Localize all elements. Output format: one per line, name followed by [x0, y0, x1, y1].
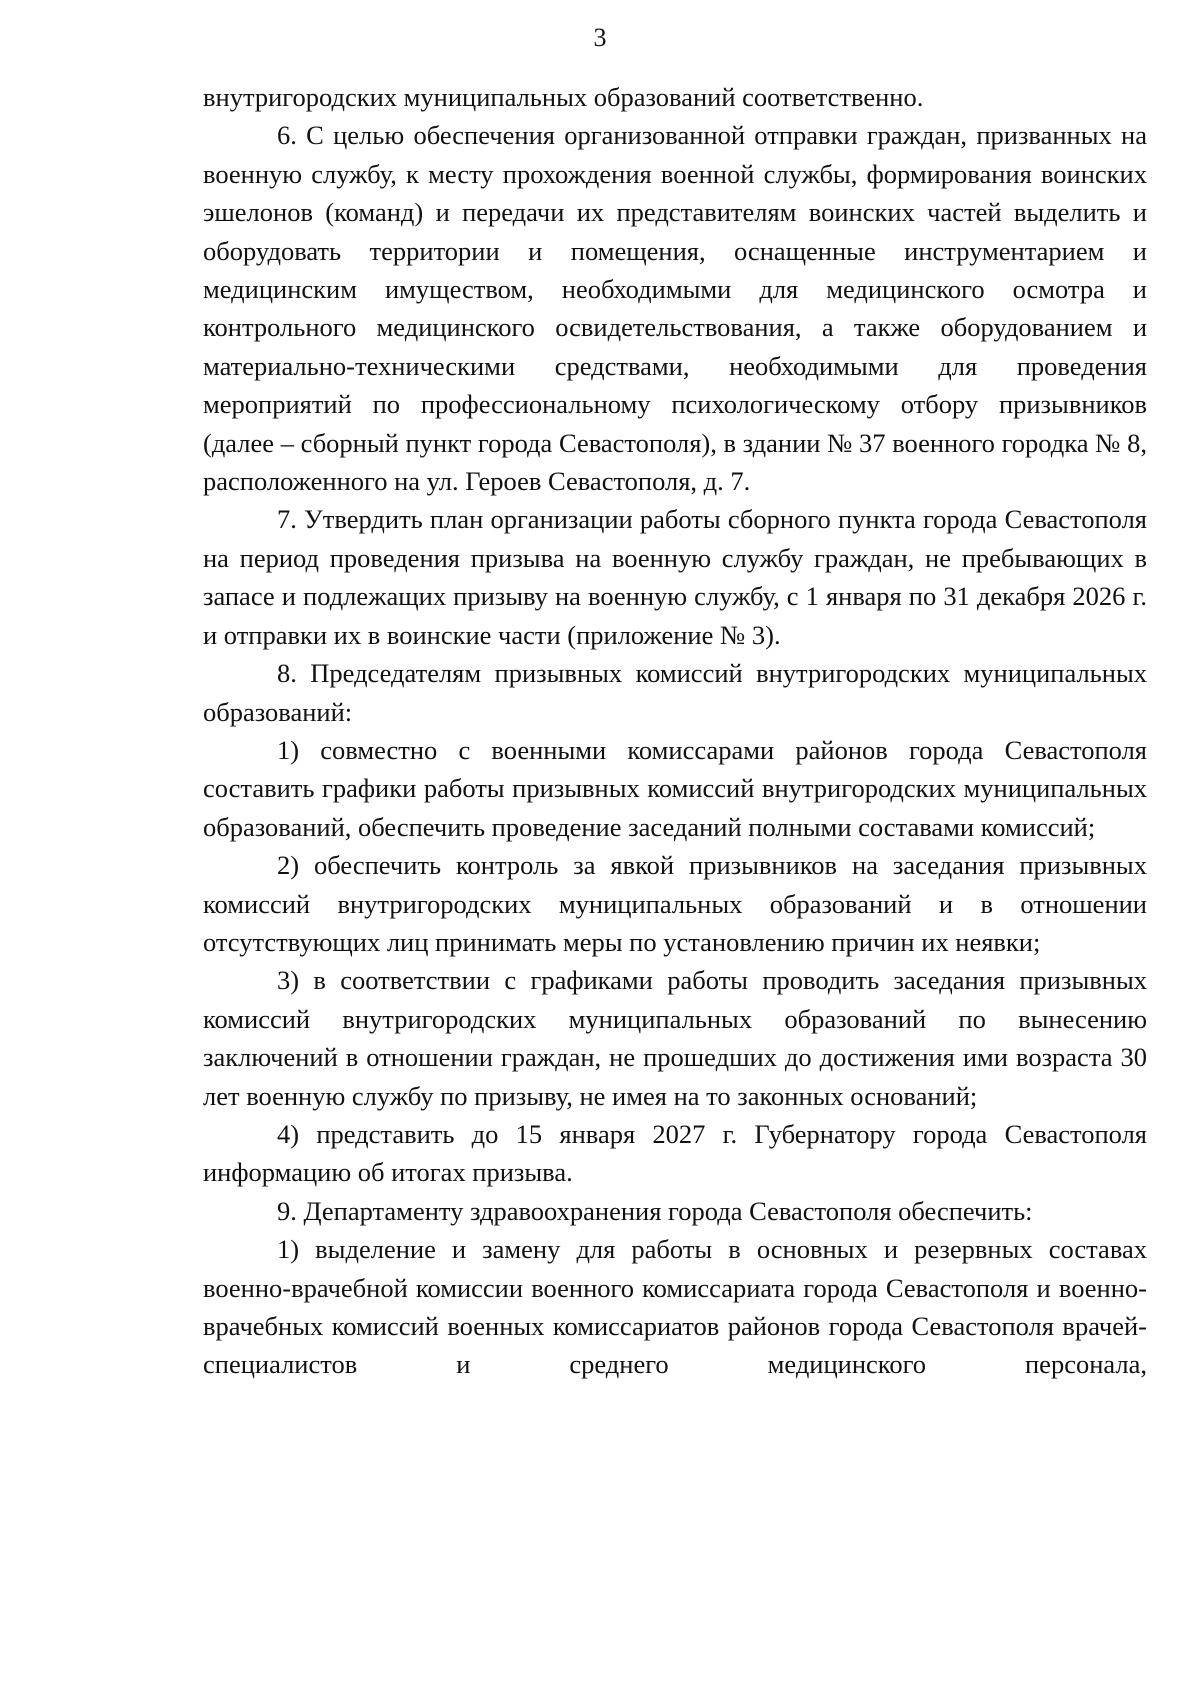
paragraph-item-6: 6. С целью обеспечения организованной отправки граждан, призванных на военную службу, к месту прохождения военной службы, формирования воинских эшелонов (команд) и передачи их представителям воинских частей выделить и оборудовать территории и помещения, оснащенные инструментарием и медицинским имуществом, необходимыми для медицинского осмотра и контрольного медицинского освидетельствования, а также оборудованием и материально-техническими средствами, необходимыми для проведения мероприятий по профессиональному психологическому отбору призывников (далее – сборный пункт города Севастополя), в здании № 37 военного городка № 8, расположенного на ул. Героев Севастополя, д. 7. — [203, 120, 1147, 497]
paragraph-item-9-1: 1) выделение и замену для работы в основных и резервных составах военно-врачебной комиссии военного комиссариата города Севастополя и военно-врачебных комиссий военных комиссариатов районов города Севастополя врачей-специалистов и среднего медицинского персонала, — [203, 1234, 1147, 1380]
paragraph-item-8-1: 1) совместно с военными комиссарами районов города Севастополя составить графики работы призывных комиссий внутригородских муниципальных образований, обеспечить проведение заседаний полными составами комиссий; — [203, 734, 1147, 842]
paragraph-continuation: внутригородских муниципальных образований соответственно. — [203, 82, 924, 112]
paragraph-item-8: 8. Председателям призывных комиссий внутригородских муниципальных образований: — [203, 658, 1147, 727]
page-number: 3 — [593, 23, 607, 52]
paragraph-item-8-2: 2) обеспечить контроль за явкой призывников на заседания призывных комиссий внутригородских муниципальных образований и в отношении отсутствующих лиц принимать меры по установлению причин их неявки; — [203, 850, 1147, 957]
paragraph-item-9: 9. Департаменту здравоохранения города Севастополя обеспечить: — [277, 1195, 1033, 1226]
paragraph-item-7: 7. Утвердить план организации работы сборного пункта города Севастополя на период проведения призыва на военную службу граждан, не пребывающих в запасе и подлежащих призыву на военную службу, с 1 января по 31 декабря 2026 г. и отправки их в воинские части (приложение № 3). — [203, 504, 1147, 650]
document-body — [203, 78, 1147, 1384]
paragraph-item-8-3: 3) в соответствии с графиками работы проводить заседания призывных комиссий внутригородских муниципальных образований по вынесению заключений в отношении граждан, не прошедших до достижения ими возраста 30 лет военную службу по призыву, не имея на то законных оснований; — [203, 965, 1147, 1111]
paragraph-item-8-4: 4) представить до 15 января 2027 г. Губернатору города Севастополя информацию об итогах призыва. — [203, 1118, 1147, 1188]
